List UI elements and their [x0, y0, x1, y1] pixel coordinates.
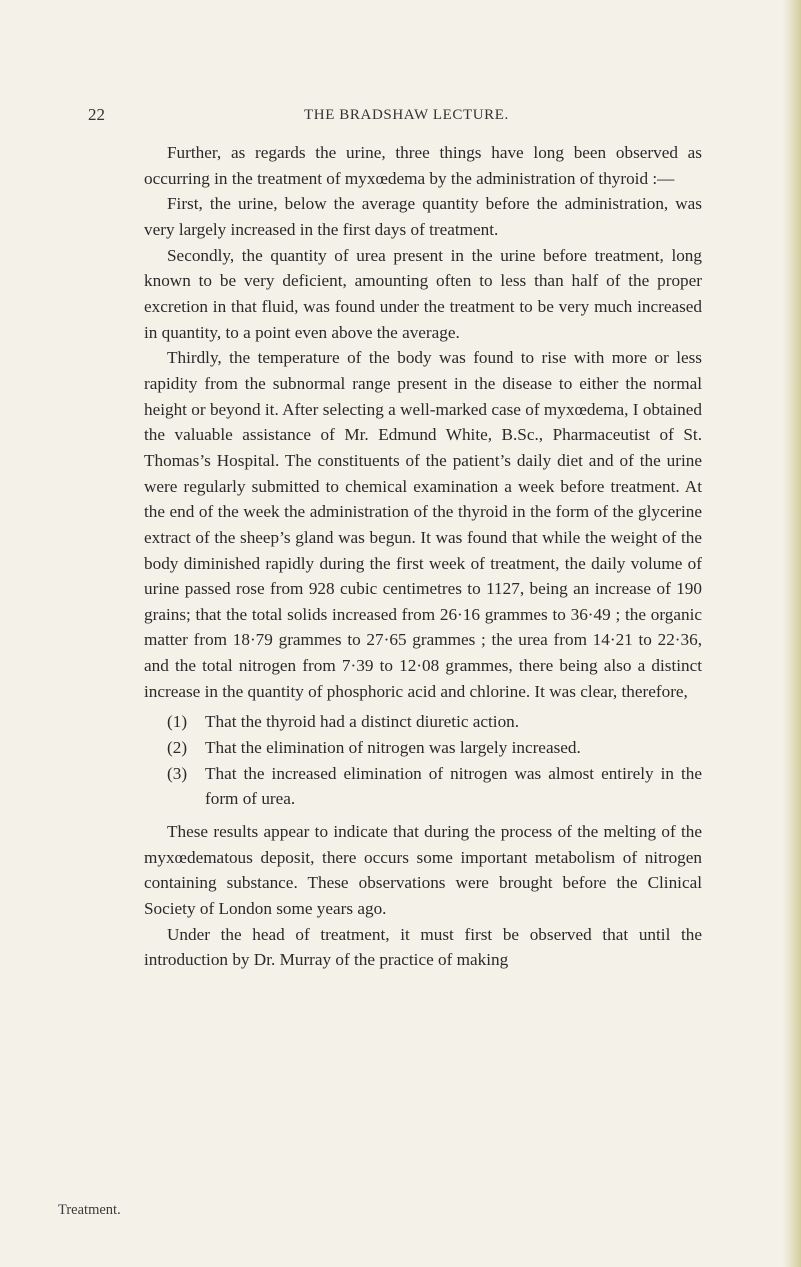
list-item-text: That the thyroid had a distinct diuretic action. [205, 712, 520, 732]
numbered-list [144, 709, 702, 812]
list-item [144, 735, 702, 761]
paragraph: Further, as regards the urine, three things have long been observed as occurring in the treatment of myxœdema by the administration of thyroid :— [144, 143, 702, 188]
margin-note: Treatment. [58, 1202, 121, 1218]
paragraph: Secondly, the quantity of urea present in the urine before treatment, long known to be very deficient, amounting often to less than half of the proper excretion in that fluid, was found under the treatment to be very much increased in quantity, to a point even above the average. [144, 245, 702, 342]
running-head: THE BRADSHAW LECTURE. [304, 107, 509, 123]
list-item-text: That the elimination of nitrogen was largely increased. [205, 738, 581, 758]
list-item [144, 761, 702, 812]
list-item-text: That the increased elimination of nitrogen was almost entirely in the form of urea. [205, 763, 702, 809]
page-edge-shadow [783, 0, 801, 1267]
paragraph: First, the urine, below the average quantity before the administration, was very largely increased in the first days of treatment. [144, 194, 702, 239]
paragraph: These results appear to indicate that during the process of the melting of the myxœdematous deposit, there occurs some important metabolism of nitrogen containing substance. These observations were brought before the Clinical Society of London some years ago. [144, 822, 702, 919]
list-number: (3) [167, 763, 188, 783]
list-number: (1) [167, 712, 188, 732]
paragraph: Thirdly, the temperature of the body was found to rise with more or less rapidity from the subnormal range present in the disease to either the normal height or beyond it. After selecting a well-marked case of myxœdema, I obtained the valuable assistance of Mr. Edmund White, B.Sc., Pharmaceutist of St. Thomas’s Hospital. The constituents of the patient’s daily diet and of the urine were regularly submitted to chemical examination a week before treatment. At the end of the week the administration of the thyroid in the form of the glycerine extract of the sheep’s gland was begun. It was found that while the weight of the body diminished rapidly during the first week of treatment, the daily volume of urine passed rose from 928 cubic centimetres to 1127, being an increase of 190 grains; that the total solids increased from 26·16 grammes to 36·49 ; the organic matter from 18·79 grammes to 27·65 grammes ; the urea from 14·21 to 22·36, and the total nitrogen from 7·39 to 12·08 grammes, there being also a distinct increase in the quantity of phosphoric acid and chlorine. It was clear, therefore, [144, 348, 702, 701]
list-item [144, 709, 702, 735]
body-text [144, 140, 702, 973]
page-header [0, 103, 801, 127]
paragraph: Under the head of treatment, it must first be observed that until the introduction by Dr. Murray of the practice of making [144, 924, 702, 970]
page-number: 22 [88, 105, 105, 124]
list-number: (2) [167, 738, 188, 758]
